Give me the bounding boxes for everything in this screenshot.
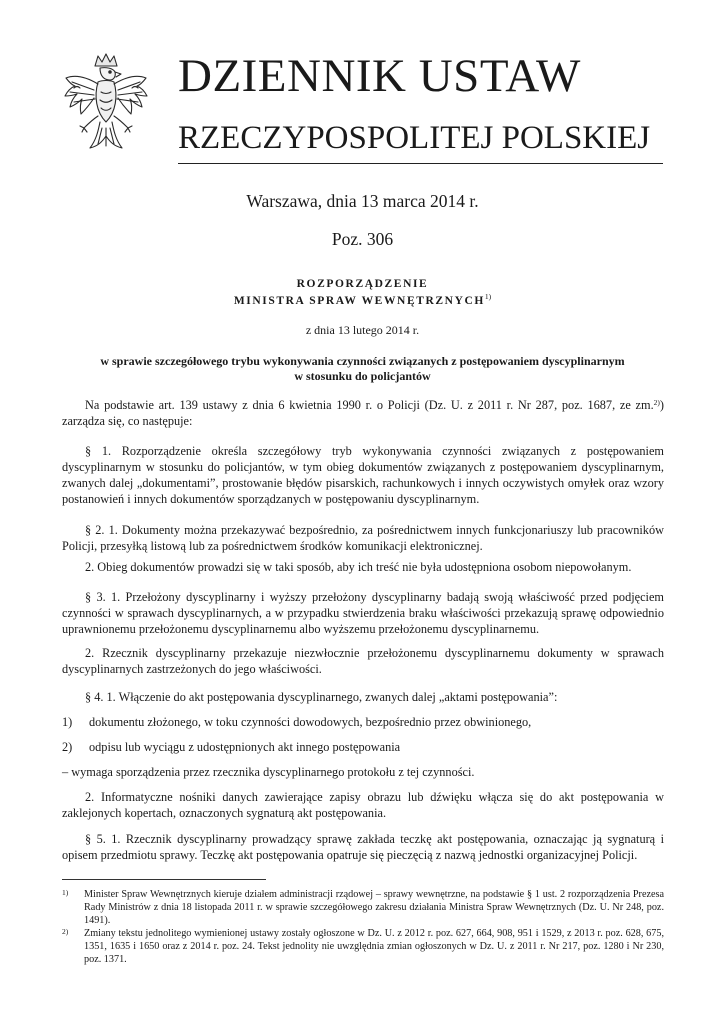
paragraph-s4-2: 2. Informatyczne nośniki danych zawierające zapisy obrazu lub dźwięku włącza się do akt postępowania w zaklejonych kopertach, oznaczonych sygnaturą akt postępowania.	[62, 790, 664, 820]
act-subject-line2: w stosunku do policjantów	[294, 369, 431, 383]
list-item-text: odpisu lub wyciągu z udostępnionych akt innego postępowania	[89, 740, 401, 754]
paragraph-s2-2: 2. Obieg dokumentów prowadzi się w taki sposób, aby ich treść nie była udostępniona osobom niepowołanym.	[85, 560, 632, 574]
paragraph-s2-1: § 2. 1. Dokumenty można przekazywać bezpośrednio, za pośrednictwem innych funkcjonariuszy lub pracowników Policji, przesyłką listową lub za pośrednictwem środków komunikacji elektronicznej.	[62, 523, 664, 553]
position-number: Poz. 306	[331, 229, 394, 249]
act-type: ROZPORZĄDZENIE	[296, 278, 429, 290]
footnote-mark: 1)	[62, 888, 69, 897]
act-author-text: MINISTRA SPRAW WEWNĘTRZNYCH	[233, 295, 485, 307]
act-subject-line1: w sprawie szczegółowego trybu wykonywania czynności związanych z postępowaniem dyscyplinarnym	[100, 354, 625, 368]
footnote-text: Zmiany tekstu jednolitego wymienionej ustawy zostały ogłoszone w Dz. U. z 2012 r. poz. 627, 664, 908, 951 i 1529, z 2013 r. poz. 628, 675, 1351, 1635 i 1650 oraz z 2014 r. poz. 24. Tekst jednolity nie uwzględnia zmian ogłoszonych w Dz. U. z 2011 r. Nr 217, poz. 1280 i Nr 230, poz. 1371.	[84, 928, 664, 965]
footnote-ref-2: 2)	[653, 398, 660, 407]
paragraph-s4-1: § 4. 1. Włączenie do akt postępowania dyscyplinarnego, zwanych dalej „aktami postępowania”:	[85, 690, 558, 704]
paragraph-s4-tail: – wymaga sporządzenia przez rzecznika dyscyplinarnego protokołu z tej czynności.	[62, 765, 475, 779]
preamble	[62, 397, 664, 429]
paragraph-s5-1: § 5. 1. Rzecznik dyscyplinarny prowadzący sprawę zakłada teczkę akt postępowania, oznaczając ją sygnaturą i opisem przedmiotu sprawy. Teczkę akt postępowania opatruje się pieczęcią z nazwą jednostki organizacyjnej Policji.	[62, 832, 664, 862]
paragraph-s1: § 1. Rozporządzenie określa szczegółowy tryb wykonywania czynności związanych z postępowaniem dyscyplinarnym w stosunku do policjantów, w tym obieg dokumentów związanych z postępowaniem dyscyplinarnym, zwanych dalej „dokumentami”, prostowanie błędów pisarskich, rachunkowych i innych oczywistych omyłek oraz wzory postanowień i innych dokumentów sporządzanych w postępowaniu dyscyplinarnym.	[62, 444, 664, 506]
header-divider	[178, 163, 663, 164]
list-item-number: 1)	[62, 715, 73, 729]
footnote-2	[62, 927, 664, 966]
preamble-text-a: Na podstawie art. 139 ustawy z dnia 6 kwietnia 1990 r. o Policji (Dz. U. z 2011 r. Nr 287, poz. 1687, ze zm.	[85, 398, 654, 412]
act-author	[0, 294, 725, 309]
white-eagle-emblem-icon	[60, 52, 152, 162]
publication-date: Warszawa, dnia 13 marca 2014 r.	[246, 191, 479, 211]
footnote-text: Minister Spraw Wewnętrznych kieruje działem administracji rządowej – sprawy wewnętrzne, na podstawie § 1 ust. 2 rozporządzenia Prezesa Rady Ministrów z dnia 18 listopada 2011 r. w sprawie szczegółowego zakresu działania Ministra Spraw Wewnętrznych (Dz. U. Nr 248, poz. 1491).	[84, 889, 664, 926]
footnote-divider	[62, 879, 266, 880]
list-item-number: 2)	[62, 740, 73, 754]
journal-title: DZIENNIK USTAW	[178, 50, 581, 102]
footnote-mark: 2)	[62, 927, 69, 936]
paragraph-s3-1: § 3. 1. Przełożony dyscyplinarny i wyższy przełożony dyscyplinarny badają swoją właściwość przed podjęciem czynności w sprawach dyscyplinarnych, a w przypadku stwierdzenia braku właściwości przekazują sprawę odpowiednio uprawnionemu przełożonemu dyscyplinarnemu albo wyższemu przełożonemu dyscyplinarnemu.	[62, 590, 664, 636]
preamble-text-b: ) zarządza się, co następuje:	[62, 398, 664, 428]
footnote-ref-1: 1)	[484, 292, 492, 301]
journal-subtitle: RZECZYPOSPOLITEJ POLSKIEJ	[178, 120, 651, 156]
paragraph-s3-2: 2. Rzecznik dyscyplinarny przekazuje niezwłocznie przełożonemu dyscyplinarnemu dokumenty w sprawach dyscyplinarnych zastrzeżonych do jego właściwości.	[62, 646, 664, 676]
footnote-1	[62, 888, 664, 927]
act-subject	[0, 354, 725, 384]
list-item-text: dokumentu złożonego, w toku czynności dowodowych, bezpośrednio przez obwinionego,	[89, 715, 532, 729]
act-date: z dnia 13 lutego 2014 r.	[305, 323, 420, 337]
